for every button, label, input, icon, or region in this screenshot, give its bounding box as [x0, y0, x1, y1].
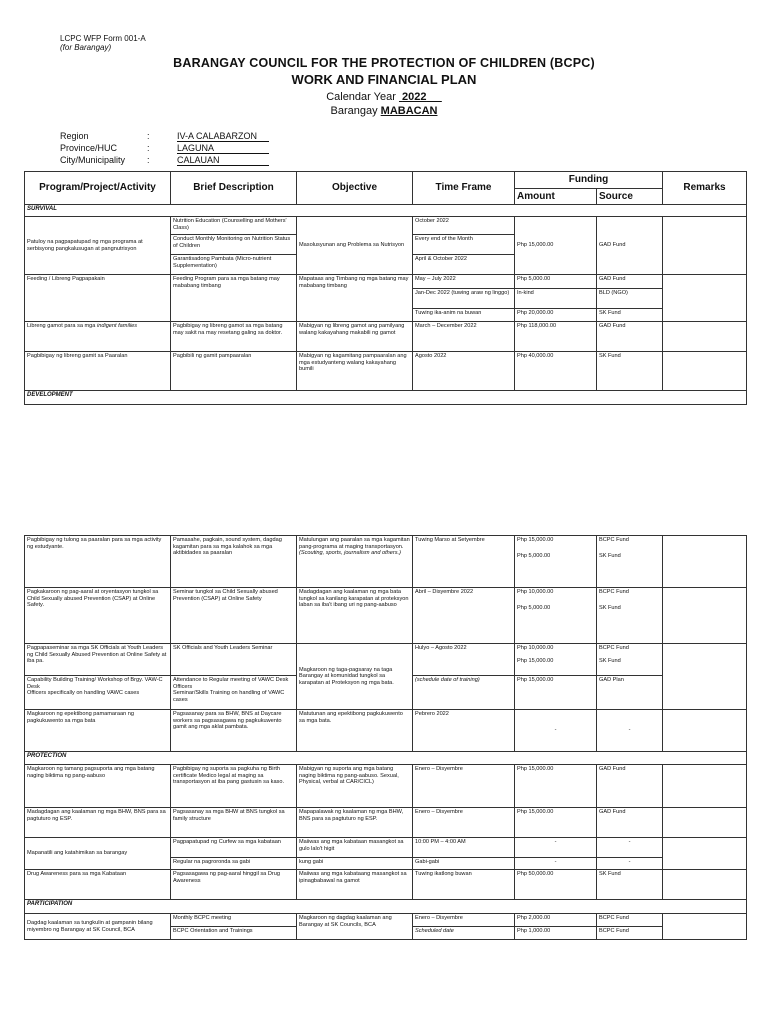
cell-source [597, 644, 663, 676]
cell-source: SK Fund [597, 352, 663, 391]
cell-amount: - [515, 858, 597, 870]
cell-amount: Php 50,000.00 [515, 870, 597, 900]
region-row [60, 131, 269, 142]
table-row [25, 710, 747, 752]
cell-program: Pagbibigay ng tulong sa paaralan para sa mga activity ng estudyante. [25, 536, 171, 588]
page-subtitle: WORK AND FINANCIAL PLAN [291, 72, 477, 87]
cell-source: BCPC Fund [597, 927, 663, 940]
barangay-label: Barangay [330, 105, 378, 117]
source-line: BCPC Fund [599, 645, 629, 651]
section-participation: PARTICIPATION [25, 900, 747, 914]
cell-program [25, 676, 171, 710]
cell-source: GAD Fund [597, 765, 663, 808]
calendar-year [0, 91, 768, 103]
time-note: (schedule date of training) [415, 677, 480, 683]
cell-program: Dagdag kaalaman sa tungkulin at gampanin bilang miyembro ng Barangay at SK Council, BCA [25, 914, 171, 940]
cell-source: GAD Fund [597, 808, 663, 838]
cell-time: Tuwing Marso at Setyembre [413, 536, 515, 588]
cell-time: Tuwing ikatlong buwan [413, 870, 515, 900]
cell-description: Pagsasanay para sa BHW, BNS at Daycare workers sa pagsasagawa ng pagkukuwento gamit ang mga aklat pambata. [171, 710, 297, 752]
cell-source: - [597, 858, 663, 870]
cell-remarks [663, 275, 747, 322]
cell-amount: Php 5,000.00 [515, 275, 597, 289]
cell-objective: Maiiwas ang mga kabataan masangkot sa gulo lalo't higit [297, 838, 413, 858]
cell-remarks [663, 914, 747, 940]
cell-source [597, 588, 663, 644]
cell-amount: Php 40,000.00 [515, 352, 597, 391]
cell-objective: kung gabi [297, 858, 413, 870]
table-row [25, 644, 747, 676]
cell-description: Nutrition Education (Counselling and Mothers' Class) [171, 217, 297, 235]
cell-remarks [663, 322, 747, 352]
cell-objective: Magkaroon ng dagdag kaalaman ang Barangay at SK Councils, BCA [297, 914, 413, 940]
table-row [25, 838, 747, 858]
cell-program: Feeding / Libreng Pagpapakain [25, 275, 171, 322]
table-row [25, 275, 747, 289]
region-value: IV-A CALABARZON [177, 131, 269, 142]
amount-line: Php 15,000.00 [517, 657, 554, 664]
amount-line: Php 15,000.00 [517, 537, 554, 543]
cell-program: Pagbibigay ng libreng gamit sa Paaralan [25, 352, 171, 391]
source-line: SK Fund [599, 604, 621, 611]
header-amount: Amount [515, 189, 597, 205]
cell-source: BCPC Fund [597, 914, 663, 927]
source-line: BCPC Fund [599, 537, 629, 543]
cell-program: Pagpapaseminar sa mga SK Officials at Youth Leaders ng Child Sexually Abused Prevention at Online Safety at iba pa. [25, 644, 171, 676]
section-survival: SURVIVAL [25, 205, 747, 217]
cell-remarks [663, 352, 747, 391]
cell-source: GAD Plan [597, 676, 663, 710]
plan-table-top [24, 171, 747, 405]
cell-program: Magkaroon ng tamang pagsuporta ang mga batang naging biktima ng pang-aabuso [25, 765, 171, 808]
cell-remarks [663, 870, 747, 900]
amount-line: Php 10,000.00 [517, 645, 554, 651]
cell-program [25, 322, 171, 352]
source-line: BCPC Fund [599, 589, 629, 595]
program-text-italic: indigent families [96, 323, 138, 329]
table-row [25, 217, 747, 235]
amount-line: Php 10,000.00 [517, 589, 554, 595]
cell-program: Patuloy na pagpapatupad ng mga programa at serbisyong pangkalusugan at pangnutrisyon [25, 217, 171, 275]
cell-time: March – December 2022 [413, 322, 515, 352]
calendar-year-label: Calendar Year [326, 91, 396, 103]
section-protection: PROTECTION [25, 752, 747, 765]
cell-remarks [663, 765, 747, 808]
cell-amount: Php 15,000.00 [515, 217, 597, 275]
cell-objective: Mapapalawak ng kaalaman ng mga BHW, BNS para sa pagtuturo ng ESP. [297, 808, 413, 838]
cell-time: Enero – Disyembre [413, 914, 515, 927]
form-code-label: LCPC WFP Form 001-A [60, 34, 146, 43]
table-row [25, 588, 747, 644]
cell-time: Abril – Disyembre 2022 [413, 588, 515, 644]
amount-line: Php 5,000.00 [517, 604, 551, 611]
plan-table-bottom [24, 535, 747, 940]
barangay-line [0, 105, 768, 117]
cell-time: Agosto 2022 [413, 352, 515, 391]
city-row [60, 155, 269, 166]
cell-remarks [663, 217, 747, 275]
province-colon: : [147, 143, 150, 153]
table-row [25, 352, 747, 391]
province-row [60, 143, 269, 154]
cell-description [171, 676, 297, 710]
cell-description: Monthly BCPC meeting [171, 914, 297, 927]
source-line: SK Fund [599, 657, 621, 664]
province-value: LAGUNA [177, 143, 269, 154]
cell-time: Hulyo – Agosto 2022 [413, 644, 515, 676]
cell-time: Jan-Dec 2022 (tuwing araw ng linggo) [413, 289, 515, 309]
cell-amount [515, 536, 597, 588]
cell-description: Pagbibili ng gamit pampaaralan [171, 352, 297, 391]
cell-description: Pagbibigay ng libreng gamot sa mga batang may sakit na may resetang galing sa doktor. [171, 322, 297, 352]
header-source: Source [597, 189, 663, 205]
cell-program: Magkaroon ng epektibong pamamaraan ng pagkukuwento sa mga bata [25, 710, 171, 752]
cell-remarks [663, 808, 747, 838]
page-title: BARANGAY COUNCIL FOR THE PROTECTION OF CHILDREN (BCPC) [173, 56, 595, 70]
cell-description: Seminar tungkol sa Child Sexually abused Prevention (CSAP) at Online Safety [171, 588, 297, 644]
cell-source: GAD Fund [597, 275, 663, 289]
cell-source [597, 536, 663, 588]
header-funding: Funding [515, 172, 663, 189]
cell-remarks [663, 644, 747, 710]
form-sub-label: (for Barangay) [60, 43, 112, 52]
cell-source: - [597, 838, 663, 858]
source-line: SK Fund [599, 552, 621, 559]
city-label: City/Municipality [60, 155, 126, 165]
cell-amount: In-kind [515, 289, 597, 309]
cell-program: Pagkakaroon ng pag-aaral at oryentasyon tungkol sa Child Sexually abused Prevention (CSAP) at Online Safety. [25, 588, 171, 644]
time-note: Scheduled date [415, 928, 454, 934]
cell-source: GAD Fund [597, 322, 663, 352]
table-row [25, 765, 747, 808]
calendar-year-value: 2022 [402, 91, 427, 103]
cell-remarks [663, 838, 747, 870]
cell-program: Drug Awareness para sa mga Kabataan [25, 870, 171, 900]
cell-description: BCPC Orientation and Trainings [171, 927, 297, 940]
objective-text: Matulungan ang paaralan sa mga kagamitan pang-programa at maging transportasyon. [299, 537, 410, 550]
cell-time: Gabi-gabi [413, 858, 515, 870]
header-objective: Objective [297, 172, 413, 205]
cell-amount [515, 644, 597, 676]
cell-time: 10:00 PM – 4:00 AM [413, 838, 515, 858]
cell-objective [297, 536, 413, 588]
cell-time: Tuwing ika-anim na buwan [413, 309, 515, 322]
table-row [25, 808, 747, 838]
cell-objective: Matutunan ang epektibong pagkukuwento sa mga bata. [297, 710, 413, 752]
cell-description: Feeding Program para sa mga batang may mababang timbang [171, 275, 297, 322]
program-line: Officers specifically on handling VAWC cases [27, 690, 140, 697]
cell-amount: Php 118,000.00 [515, 322, 597, 352]
cell-objective: Magkaroon ng taga-pagsaray na taga Barangay at komunidad tungkol sa karapatan at Proteksyon ng mga bata. [297, 644, 413, 710]
cell-amount: Php 2,000.00 [515, 914, 597, 927]
header-program: Program/Project/Activity [25, 172, 171, 205]
cell-description: Pagsasagawa ng pag-aaral hinggil sa Drug Awareness [171, 870, 297, 900]
table-row [25, 322, 747, 352]
amount-line: Php 5,000.00 [517, 552, 551, 559]
cell-objective: Mabigyan ng suporta ang mga batang naging biktima ng pang-aabuso. Sexual, Physical, verbal at CAR/CICL) [297, 765, 413, 808]
city-colon: : [147, 155, 150, 165]
cell-objective: Mapataas ang Timbang ng mga batang may mababang timbang [297, 275, 413, 322]
cell-amount: Php 20,000.00 [515, 309, 597, 322]
cell-source: SK Fund [597, 870, 663, 900]
cell-description: SK Officials and Youth Leaders Seminar [171, 644, 297, 676]
cell-description: Garantisadong Pambata (Micro-nutrient Supplementation) [171, 255, 297, 275]
description-line: Attendance to Regular meeting of VAWC Desk Officers [173, 677, 289, 690]
cell-program: Madagdagan ang kaalaman ng mga BHW, BNS para sa pagtuturo ng ESP. [25, 808, 171, 838]
cell-objective: Masolusyunan ang Problema sa Nutrisyon [297, 217, 413, 275]
form-code [60, 34, 146, 52]
cell-amount: Php 15,000.00 [515, 765, 597, 808]
cell-objective: Mabigyan ng libreng gamot ang pamilyang walang kakayahang makabili ng gamot [297, 322, 413, 352]
objective-note: (Scouting, sports, journalism and others.) [299, 550, 401, 557]
cell-remarks [663, 536, 747, 588]
description-line: Seminar/Skills Training on handling of VAWC cases [173, 690, 285, 703]
cell-time [413, 676, 515, 710]
cell-source: GAD Fund [597, 217, 663, 275]
cell-description: Regular na pagroronda sa gabi [171, 858, 297, 870]
cell-source: - [597, 710, 663, 752]
program-line: Capability Building Training/ Workshop of Brgy. VAW-C Desk [27, 677, 163, 690]
cell-amount: - [515, 710, 597, 752]
cell-description: Pamasahe, pagkain, sound system, dagdag kagamitan para sa mga kalahok sa mga aktibidades sa paaralan [171, 536, 297, 588]
cell-description: Conduct Monthly Monitoring on Nutrition Status of Children [171, 235, 297, 255]
cell-description: Pagpapatupad ng Curfew sa mga kabataan [171, 838, 297, 858]
cell-objective: Madagdagan ang kaalaman ng mga bata tungkol sa kanilang karapatan at proteksyon laban sa iba't ibang uri ng pang-aabuso [297, 588, 413, 644]
table-row [25, 536, 747, 588]
table-row [25, 914, 747, 927]
header-time-frame: Time Frame [413, 172, 515, 205]
cell-time: April & October 2022 [413, 255, 515, 275]
cell-remarks [663, 710, 747, 752]
header-remarks: Remarks [663, 172, 747, 205]
city-value: CALAUAN [177, 155, 269, 166]
cell-time: Every end of the Month [413, 235, 515, 255]
cell-amount: Php 15,000.00 [515, 676, 597, 710]
program-text: Libreng gamot para sa mga [27, 323, 96, 329]
cell-program: Mapanatili ang katahimikan sa barangay [25, 838, 171, 870]
cell-source: SK Fund [597, 309, 663, 322]
region-colon: : [147, 131, 150, 141]
cell-time: October 2022 [413, 217, 515, 235]
cell-time: Enero – Disyembre [413, 808, 515, 838]
cell-remarks [663, 588, 747, 644]
cell-objective: Mabigyan ng kagamitang pampaaralan ang mga estudyanteng walang kakayahang bumili [297, 352, 413, 391]
cell-description: Pagbibigay ng suporta sa pagkuha ng Birth certificate Medico legal at maging sa transportasyon at iba pang gastusin sa kaso. [171, 765, 297, 808]
cell-source: BLD (NGO) [597, 289, 663, 309]
cell-amount: Php 1,000.00 [515, 927, 597, 940]
header-description: Brief Description [171, 172, 297, 205]
barangay-value: MABACAN [380, 105, 438, 117]
section-development: DEVELOPMENT [25, 391, 747, 405]
table-row [25, 870, 747, 900]
cell-time: Enero – Disyembre [413, 765, 515, 808]
cell-amount: Php 15,000.00 [515, 808, 597, 838]
cell-description: Pagsasanay sa mga BHW at BNS tungkol sa family structure [171, 808, 297, 838]
cell-objective: Maiiwas ang mga kabataang masangkot sa ipinagbabawal na gamot [297, 870, 413, 900]
cell-amount: - [515, 838, 597, 858]
cell-time: May – July 2022 [413, 275, 515, 289]
cell-time [413, 927, 515, 940]
region-label: Region [60, 131, 89, 141]
cell-time: Pebrero 2022 [413, 710, 515, 752]
province-label: Province/HUC [60, 143, 118, 153]
cell-amount [515, 588, 597, 644]
